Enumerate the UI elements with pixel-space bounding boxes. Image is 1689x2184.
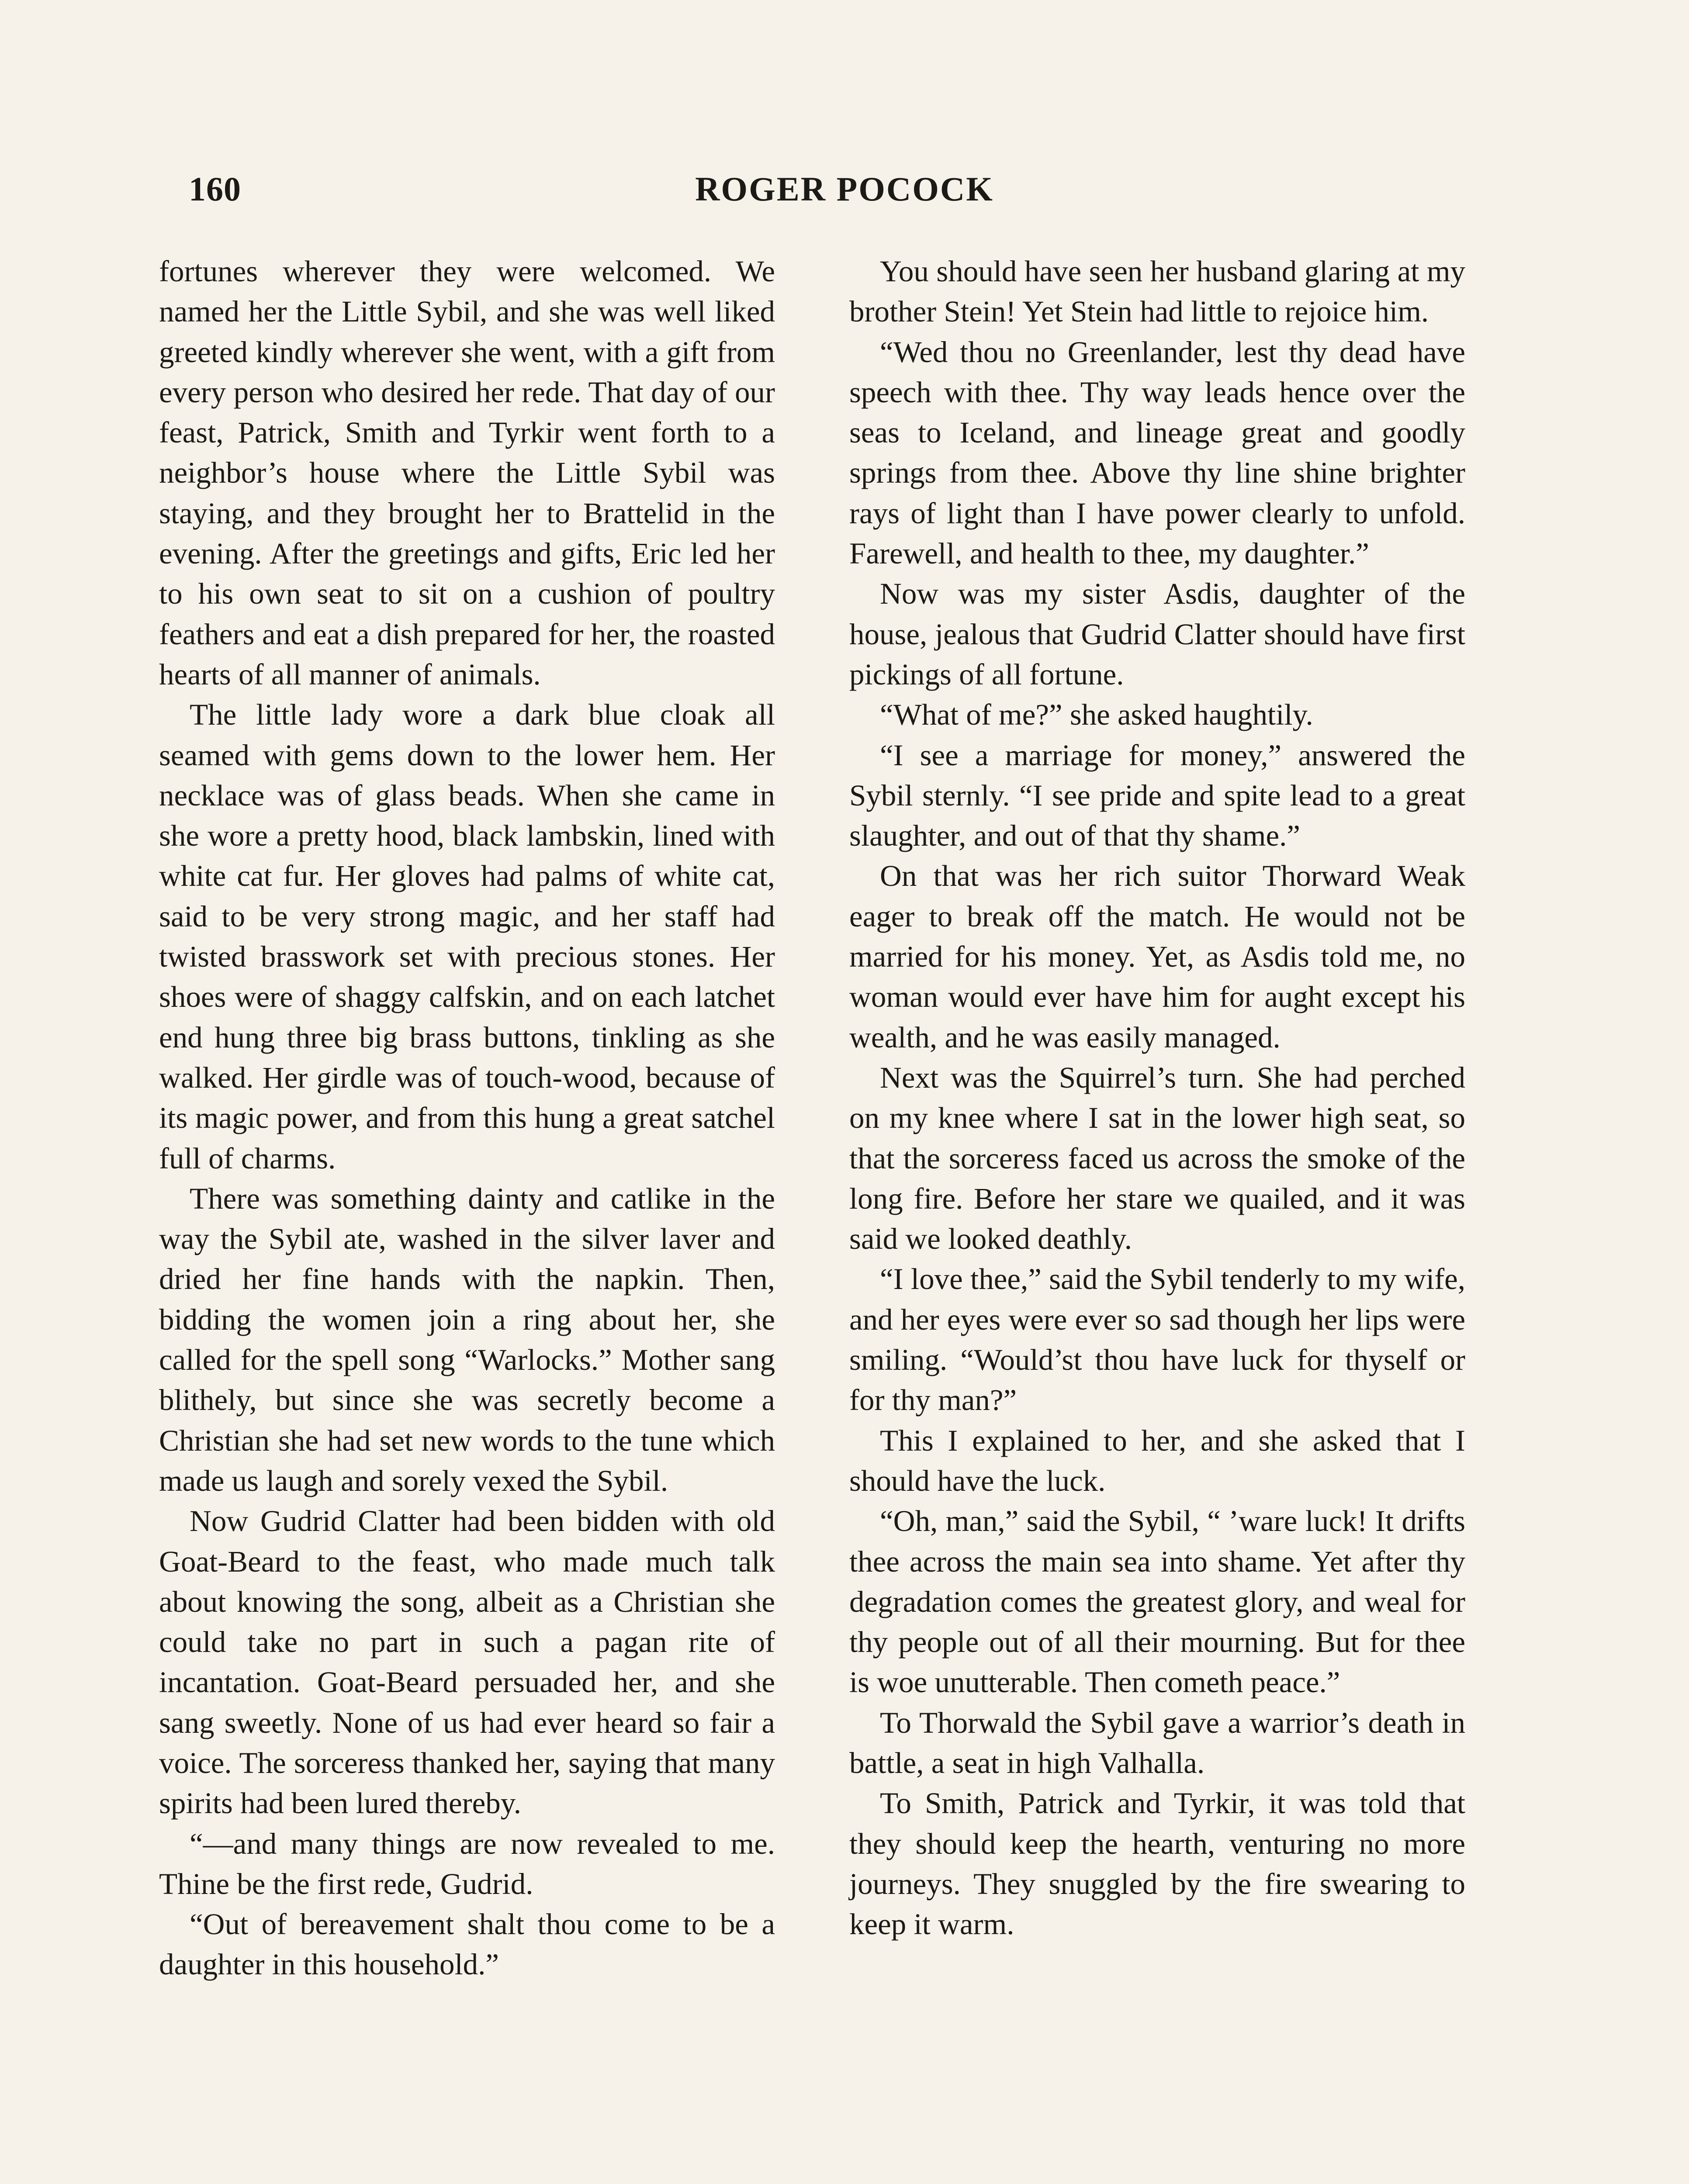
paragraph: “—and many things are now revealed to me. Thine be the first rede, Gudrid.	[159, 1827, 775, 1901]
paragraph: “Wed thou no Greenlander, lest thy dead have speech with thee. Thy way leads hence over the seas to Iceland, and lineage great and goodly springs from thee. Above thy line shine brighter rays of light than I have power clearly to unfold. Farewell, and health to thee, my daughter.”	[849, 335, 1465, 570]
running-head: ROGER POCOCK	[695, 170, 994, 208]
paragraph: There was something dainty and catlike in the way the Sybil ate, washed in the silver laver and dried her fine hands with the napkin. Then, bidding the women join a ring about her, she called for the spell song “Warlocks.” Mother sang blithely, but since she was secretly become a Christian she had set new words to the tune which made us laugh and sorely vexed the Sybil.	[159, 1182, 775, 1497]
right-column	[849, 251, 1465, 1944]
paragraph: “Out of bereavement shalt thou come to be a daughter in this household.”	[159, 1908, 775, 1981]
paragraph: This I explained to her, and she asked that I should have the luck.	[849, 1424, 1465, 1497]
paragraph: You should have seen her husband glaring at my brother Stein! Yet Stein had little to rejoice him.	[849, 255, 1465, 328]
page-number: 160	[189, 170, 241, 208]
paragraph: The little lady wore a dark blue cloak all seamed with gems down to the lower hem. Her necklace was of glass beads. When she came in she wore a pretty hood, black lambskin, lined with white cat fur. Her gloves had palms of white cat, said to be very strong magic, and her staff had twisted brasswork set with precious stones. Her shoes were of shaggy calfskin, and on each latchet end hung three big brass buttons, tinkling as she walked. Her girdle was of touch-wood, because of its magic power, and from this hung a great satchel full of charms.	[159, 698, 775, 1175]
paragraph: To Smith, Patrick and Tyrkir, it was told that they should keep the hearth, venturing no more journeys. They snuggled by the fire swearing to keep it warm.	[849, 1787, 1465, 1941]
paragraph: “What of me?” she asked haughtily.	[880, 698, 1313, 732]
paragraph: Next was the Squirrel’s turn. She had perched on my knee where I sat in the lower high seat, so that the sorceress faced us across the smoke of the long fire. Before her stare we quailed, and it was said we looked deathly.	[849, 1061, 1465, 1256]
paragraph: “I see a marriage for money,” answered the Sybil sternly. “I see pride and spite lead to a great slaughter, and out of that thy shame.”	[849, 738, 1465, 853]
left-column	[159, 251, 775, 1985]
paragraph: To Thorwald the Sybil gave a warrior’s death in battle, a seat in high Valhalla.	[849, 1706, 1465, 1780]
paragraph: fortunes wherever they were welcomed. We named her the Little Sybil, and she was well liked greeted kindly wherever she went, with a gift from every person who desired her rede. That day of our feast, Patrick, Smith and Tyrkir went forth to a neighbor’s house where the Little Sybil was staying, and they brought her to Brattelid in the evening. After the greetings and gifts, Eric led her to his own seat to sit on a cushion of poultry feathers and eat a dish prepared for her, the roasted hearts of all manner of animals.	[159, 255, 775, 691]
paragraph: “Oh, man,” said the Sybil, “ ’ware luck! It drifts thee across the main sea into shame. Yet after thy degradation comes the greatest glory, and weal for thy people out of all their mourning. But for thee is woe unutterable. Then cometh peace.”	[849, 1504, 1465, 1699]
paragraph: Now was my sister Asdis, daughter of the house, jealous that Gudrid Clatter should have first pickings of all fortune.	[849, 577, 1465, 691]
paragraph: Now Gudrid Clatter had been bidden with old Goat-Beard to the feast, who made much talk about knowing the song, albeit as a Christian she could take no part in such a pagan rite of incantation. Goat-Beard persuaded her, and she sang sweetly. None of us had ever heard so fair a voice. The sorceress thanked her, saying that many spirits had been lured thereby.	[159, 1504, 775, 1820]
paragraph: On that was her rich suitor Thorward Weak eager to break off the match. He would not be married for his money. Yet, as Asdis told me, no woman would ever have him for aught except his wealth, and he was easily managed.	[849, 859, 1465, 1054]
paragraph: “I love thee,” said the Sybil tenderly to my wife, and her eyes were ever so sad though her lips were smiling. “Would’st thou have luck for thyself or for thy man?”	[849, 1262, 1465, 1417]
